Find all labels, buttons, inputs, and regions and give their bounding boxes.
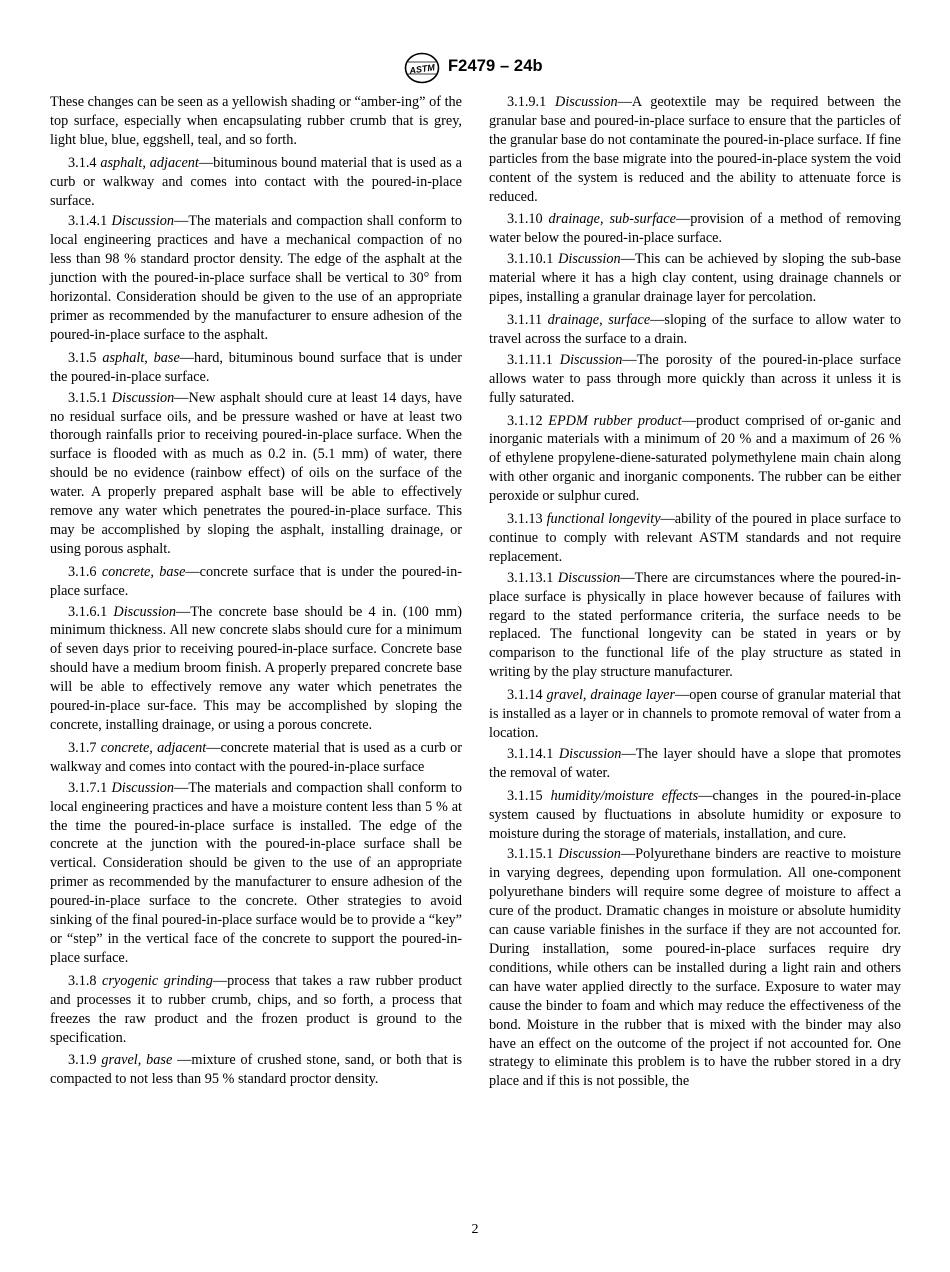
section-number: 3.1.10 bbox=[507, 211, 543, 228]
section-paragraph bbox=[489, 412, 901, 507]
defined-term: functional longevity bbox=[546, 511, 661, 528]
paragraph-text: —This can be achieved by sloping the sub-base material where it has a high clay content, using drainage channels or pipes, installing a granular drainage layer for percolation. bbox=[489, 251, 901, 306]
defined-term: EPDM rubber product bbox=[548, 412, 682, 429]
paragraph-text: These changes can be seen as a yellowish shading or “amber-ing” of the top surface, especially when encapsulating rubber crumb that is grey, light blue, blue, eggshell, teal, and so forth. bbox=[50, 94, 462, 148]
section-number: 3.1.14.1 bbox=[507, 745, 554, 762]
section-paragraph bbox=[50, 779, 462, 968]
defined-term: concrete, adjacent bbox=[100, 739, 207, 756]
section-paragraph bbox=[489, 787, 901, 844]
section-paragraph bbox=[489, 569, 901, 682]
section-number: 3.1.9.1 bbox=[507, 94, 547, 110]
section-number: 3.1.7 bbox=[68, 739, 97, 756]
section-number: 3.1.15 bbox=[507, 787, 543, 804]
section-paragraph bbox=[50, 603, 462, 735]
section-paragraph bbox=[50, 739, 462, 777]
section-number: 3.1.6 bbox=[68, 563, 97, 580]
defined-term: asphalt, adjacent bbox=[100, 154, 199, 171]
defined-term: gravel, base bbox=[101, 1052, 173, 1069]
section-paragraph bbox=[50, 212, 462, 344]
defined-term: concrete, base bbox=[101, 563, 186, 580]
discussion-label: Discussion bbox=[558, 251, 621, 268]
left-column bbox=[50, 93, 462, 1091]
defined-term: drainage, sub-surface bbox=[548, 211, 676, 228]
paragraph-text: —product comprised of or-ganic and inorganic materials with a minimum of 20 % and a maximum of 26 % of ethylene propylene-diene-saturated polymethylene main chain along with other organic and inorganic components. The rubber can be either peroxide or sulphur cured. bbox=[489, 412, 902, 505]
section-number: 3.1.5 bbox=[68, 349, 97, 366]
paragraph-text: —concrete surface that is under the poured-in-place surface. bbox=[50, 563, 463, 599]
paragraph-text: —The materials and compaction shall conform to local engineering practices and have a moisture content less than 5 % at the time the poured-in-place surface is installed. The edge of the concrete at the junction with the poured-in-place surface shall be vertical. Consideration should be given to the use of an appropriate primer as recommended by the manufacturer to ensure adhesion of the poured-in-place surface to the concrete. Other strategies to avoid sinking of the final poured-in-place surface would be to provide a “key” or “step” in the vertical face of the concrete to support the poured-in-place surface. bbox=[50, 779, 462, 966]
section-number: 3.1.7.1 bbox=[68, 779, 108, 796]
paragraph-text: —provision of a method of removing water below the poured-in-place surface. bbox=[489, 211, 901, 247]
paragraph-text: —process that takes a raw rubber product and processes it to rubber crumb, chips, and so forth, a process that freezes the raw product and the frozen product is ground to the specification. bbox=[50, 972, 462, 1046]
defined-term: drainage, surface bbox=[547, 311, 651, 328]
page-header bbox=[0, 52, 950, 84]
section-number: 3.1.12 bbox=[507, 412, 543, 429]
astm-logo-icon bbox=[404, 52, 440, 84]
section-paragraph bbox=[489, 93, 901, 206]
paragraph-text: —The materials and compaction shall conform to local engineering practices and have a mechanical compaction of no less than 98 % standard proctor density. The edge of the asphalt at the junction with the poured-in-place surface shall be vertical to 30° from horizontal. Consideration should be given to the use of an appropriate primer as recommended by the manufacturer to ensure adhesion of the poured-in-place surface to the asphalt. bbox=[50, 213, 462, 343]
discussion-label: Discussion bbox=[557, 569, 621, 586]
section-paragraph bbox=[50, 154, 462, 211]
section-paragraph bbox=[489, 510, 901, 567]
paragraph-text: —The porosity of the poured-in-place surface allows water to pass through more quickly than across it unless it is fully saturated. bbox=[489, 351, 902, 406]
page-number: 2 bbox=[471, 1222, 479, 1237]
section-number: 3.1.11.1 bbox=[507, 351, 553, 368]
section-paragraph bbox=[50, 1051, 462, 1089]
section-paragraph bbox=[50, 389, 462, 559]
section-number: 3.1.9 bbox=[68, 1052, 97, 1069]
defined-term: cryogenic grinding bbox=[102, 972, 213, 989]
section-number: 3.1.14 bbox=[507, 687, 543, 704]
section-paragraph bbox=[50, 93, 462, 150]
paragraph-text: —sloping of the surface to allow water to travel across the surface to a drain. bbox=[489, 311, 902, 347]
defined-term: gravel, drainage layer bbox=[546, 687, 675, 704]
paragraph-text: —ability of the poured in place surface to continue to comply with relevant ASTM standards and not require replacement. bbox=[489, 511, 902, 565]
section-number: 3.1.10.1 bbox=[507, 251, 554, 268]
section-number: 3.1.13.1 bbox=[507, 569, 554, 586]
discussion-label: Discussion bbox=[555, 94, 618, 110]
section-number: 3.1.5.1 bbox=[68, 389, 108, 406]
section-paragraph bbox=[50, 349, 462, 387]
paragraph-text: —New asphalt should cure at least 14 days, have no residual surface oils, and be pressure washed or have at least two thorough rainfalls prior to receiving poured-in-place surface. When the surface is flooded with as much as 0.2 in. (5.1 mm) of water, there should be no evidence (rainbow effect) of oils on the surface of the water. A properly prepared asphalt base will be able to effectively remove any water which penetrates the poured-in-place surface. This may be accomplished by sloping the asphalt, installing drainage, or using porous asphalt. bbox=[50, 389, 463, 557]
defined-term: asphalt, base bbox=[102, 349, 180, 366]
section-number: 3.1.13 bbox=[507, 511, 543, 528]
paragraph-text: —The layer should have a slope that promotes the removal of water. bbox=[489, 745, 901, 781]
right-column bbox=[489, 93, 901, 1093]
section-paragraph bbox=[489, 250, 901, 307]
discussion-label: Discussion bbox=[113, 603, 176, 620]
paragraph-text: —bituminous bound material that is used as a curb or walkway and comes into contact with the poured-in-place surface. bbox=[50, 154, 462, 209]
paragraph-text: —changes in the poured-in-place system caused by fluctuations in absolute humidity or exposure to moisture during the storage of materials, installation, and cure. bbox=[489, 787, 902, 842]
section-number: 3.1.11 bbox=[507, 311, 543, 328]
section-paragraph bbox=[50, 563, 462, 601]
discussion-label: Discussion bbox=[558, 745, 622, 762]
paragraph-text: —Polyurethane binders are reactive to moisture in varying degrees, depending upon formulation. All one-component polyurethane binders will require some degree of moisture to affect a cure of the product. Dramatic changes in moisture or absolute humidity can cause variable finishes in the surface if they are not accounted for. During installation, some poured-in-place surfaces require dry conditions, while others can be installed during a light rain and others can have water applied directly to the surface. Exposure to water may cause the binder to foam and which may reduce the effectiveness of the bond. Moisture in the rubber that is mixed with the binder may also have an effect on the outcome of the project if not accounted for. One strategy to eliminate this problem is to have the rubber stored in a dry place and if this is not possible, the bbox=[489, 846, 902, 1090]
discussion-label: Discussion bbox=[558, 846, 621, 863]
paragraph-text: —The concrete base should be 4 in. (100 mm) minimum thickness. All new concrete slabs should cure for a minimum of seven days prior to receiving poured-in-place surface. Concrete base should have a medium broom finish. A properly prepared concrete base will be able to effectively remove any water which penetrates the poured-in-place sur-face. This may be accomplished by sloping the concrete, installing drainage, or using a porous concrete. bbox=[50, 603, 462, 733]
section-number: 3.1.4 bbox=[68, 154, 97, 171]
section-paragraph bbox=[489, 210, 901, 248]
discussion-label: Discussion bbox=[111, 389, 175, 406]
paragraph-text: —A geotextile may be required between the granular base and poured-in-place surface to ensure that the particles of the granular base do not contaminate the poured-in-place surface. If fine particles from the base migrate into the poured-in-place system the void content of the system is reduced and the ability to attenuate force is reduced. bbox=[489, 94, 901, 205]
section-paragraph bbox=[489, 351, 901, 408]
defined-term: humidity/moisture effects bbox=[550, 787, 699, 804]
section-number: 3.1.4.1 bbox=[68, 213, 108, 230]
discussion-label: Discussion bbox=[111, 779, 175, 796]
section-paragraph bbox=[489, 845, 901, 1091]
document-designation: F2479 – 24b bbox=[448, 57, 543, 75]
paragraph-text: —hard, bituminous bound surface that is under the poured-in-place surface. bbox=[50, 349, 462, 385]
section-paragraph bbox=[489, 745, 901, 783]
paragraph-text: —concrete material that is used as a curb or walkway and comes into contact with the poured-in-place surface bbox=[50, 739, 462, 775]
section-paragraph bbox=[50, 972, 462, 1048]
paragraph-text: —open course of granular material that is installed as a layer or in channels to promote removal of water from a location. bbox=[489, 687, 901, 741]
section-number: 3.1.15.1 bbox=[507, 846, 554, 863]
paragraph-text: —mixture of crushed stone, sand, or both that is compacted to not less than 95 % standard proctor density. bbox=[50, 1052, 462, 1088]
section-paragraph bbox=[489, 311, 901, 349]
section-number: 3.1.6.1 bbox=[68, 603, 108, 620]
discussion-label: Discussion bbox=[559, 351, 623, 368]
paragraph-text: —There are circumstances where the poured-in-place surface is physically in place however because of failures with regard to the stated performance criteria, the surface needs to be replaced. The functional longevity can be stated in years or by comparison to the functional life of the play structure as stated in writing by the play structure manufacturer. bbox=[489, 569, 901, 681]
discussion-label: Discussion bbox=[111, 213, 175, 230]
section-paragraph bbox=[489, 686, 901, 743]
section-number: 3.1.8 bbox=[68, 972, 97, 989]
astm-logo-text: ASTM bbox=[408, 62, 436, 76]
